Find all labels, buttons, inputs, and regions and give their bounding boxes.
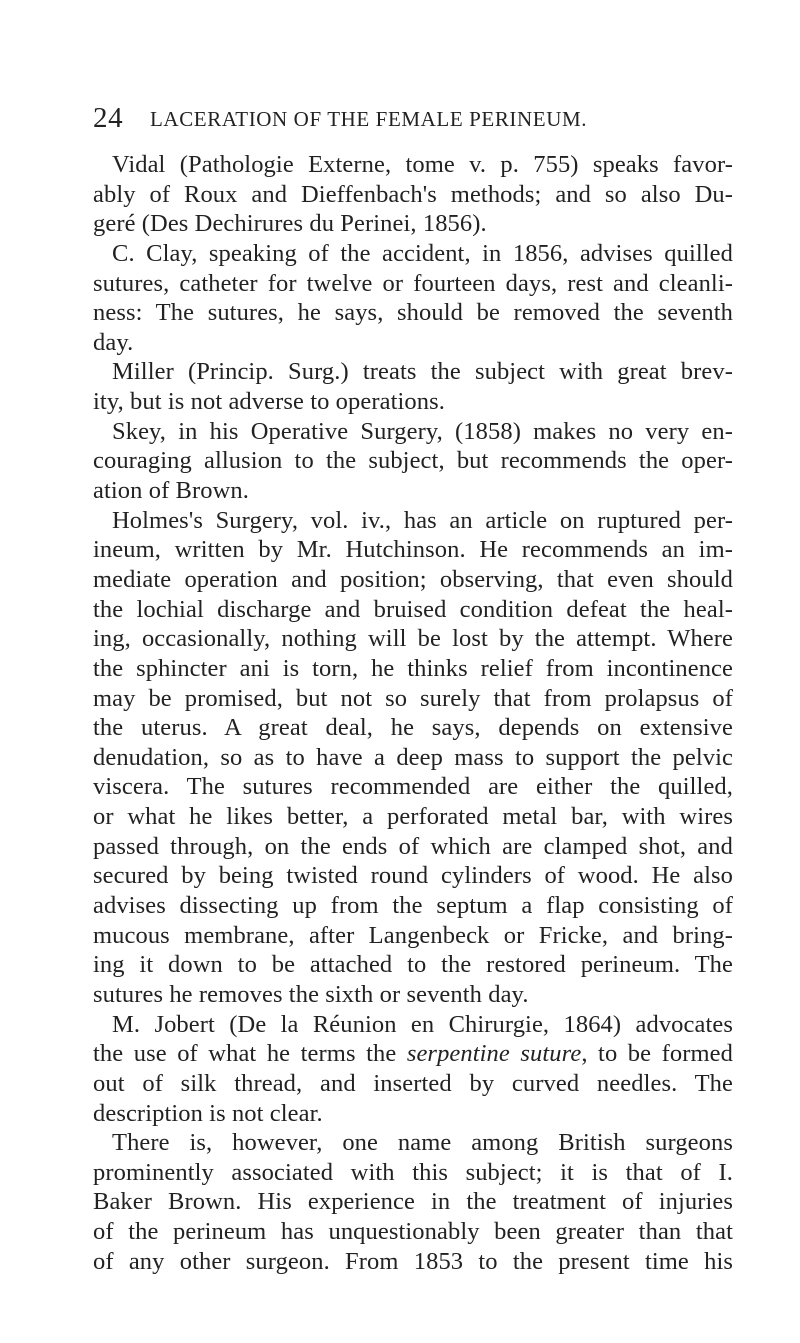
text-line: couraging allusion to the subject, but recommends the oper- (93, 447, 733, 475)
text-line: out of silk thread, and inserted by curved needles. The (93, 1069, 733, 1097)
text-line: C. Clay, speaking of the accident, in 1856, advises quilled (112, 239, 733, 267)
text-line: prominently associated with this subject; it is that of I. (93, 1158, 733, 1186)
text-line: Vidal (Pathologie Externe, tome v. p. 755) speaks favor- (112, 151, 733, 178)
text-line: may be promised, but not so surely that from prolapsus of (93, 684, 733, 712)
text-line: ineum, written by Mr. Hutchinson. He recommends an im- (93, 536, 733, 564)
text-line: the uterus. A great deal, he says, depends on extensive (93, 714, 733, 742)
text-line: ably of Roux and Dieffenbach's methods; and so also Du- (93, 180, 733, 208)
text-segment: , to be formed (581, 1040, 733, 1068)
text-line: mucous membrane, after Langenbeck or Fricke, and bring- (93, 921, 733, 949)
text-line: advises dissecting up from the septum a flap consisting of (93, 892, 733, 920)
italic-term: serpentine suture (406, 1040, 582, 1068)
page-number: 24 (93, 102, 124, 134)
text-line: There is, however, one name among British surgeons (112, 1129, 733, 1157)
text-line: or what he likes better, a perforated metal bar, with wires (93, 803, 733, 831)
text-line: Baker Brown. His experience in the treatment of injuries (93, 1188, 733, 1216)
text-line: mediate operation and position; observing, that even should (93, 565, 733, 593)
text-line: day. (93, 328, 134, 356)
text-line: ness: The sutures, he says, should be removed the seventh (93, 299, 733, 327)
text-line: the sphincter ani is torn, he thinks relief from incontinence (93, 654, 733, 682)
page-header (93, 101, 733, 135)
body-text (93, 150, 733, 1276)
text-line: the lochial discharge and bruised condition defeat the heal- (93, 595, 733, 623)
text-line: M. Jobert (De la Réunion en Chirurgie, 1864) advocates (112, 1010, 733, 1038)
text-line: Skey, in his Operative Surgery, (1858) makes no very en- (112, 417, 733, 445)
text-line: ation of Brown. (93, 477, 249, 505)
text-line: of the perineum has unquestionably been greater than that (93, 1218, 733, 1246)
text-line: denudation, so as to have a deep mass to support the pelvic (93, 743, 733, 771)
text-line: secured by being twisted round cylinders of wood. He also (93, 862, 733, 890)
text-line: sutures he removes the sixth or seventh day. (93, 980, 529, 1008)
text-line: Holmes's Surgery, vol. iv., has an article on ruptured per- (112, 506, 733, 534)
text-line: Miller (Princip. Surg.) treats the subject with great brev- (112, 358, 733, 386)
text-line: geré (Des Dechirures du Perinei, 1856). (93, 210, 487, 238)
text-line: description is not clear. (93, 1099, 323, 1127)
text-line: ity, but is not adverse to operations. (93, 388, 445, 416)
text-line: ing, occasionally, nothing will be lost by the attempt. Where (93, 625, 733, 653)
text-line: viscera. The sutures recommended are either the quilled, (93, 773, 733, 801)
text-line: sutures, catheter for twelve or fourteen days, rest and cleanli- (93, 269, 733, 297)
text-line: ing it down to be attached to the restored perineum. The (93, 951, 733, 979)
text-segment: the use of what he terms the (93, 1040, 407, 1068)
text-line: of any other surgeon. From 1853 to the present time his (93, 1247, 733, 1275)
text-line: passed through, on the ends of which are clamped shot, and (93, 832, 733, 860)
running-title: LACERATION OF THE FEMALE PERINEUM. (150, 107, 588, 131)
text-line (93, 1039, 733, 1069)
